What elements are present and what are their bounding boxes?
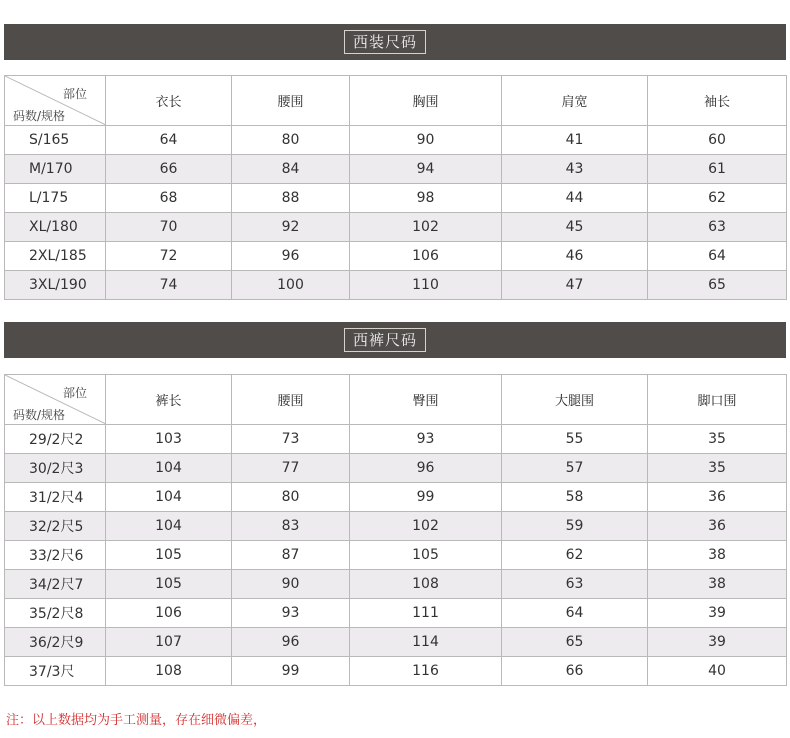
measurement-cell: 98 xyxy=(350,184,502,213)
measurement-note: 注：以上数据均为手工测量，存在细微偏差， xyxy=(6,713,267,728)
size-label-cell: 35/2尺8 xyxy=(5,599,106,628)
pants-size-banner xyxy=(4,322,786,358)
table-row xyxy=(5,155,787,184)
size-label-cell: 33/2尺6 xyxy=(5,541,106,570)
measurement-cell: 106 xyxy=(106,599,232,628)
size-label-cell: 36/2尺9 xyxy=(5,628,106,657)
measurement-cell: 96 xyxy=(232,628,350,657)
column-header: 大腿围 xyxy=(502,375,648,425)
corner-top-label: 部位 xyxy=(62,87,87,101)
header-row xyxy=(5,76,787,126)
measurement-cell: 88 xyxy=(232,184,350,213)
measurement-cell: 104 xyxy=(106,454,232,483)
measurement-cell: 99 xyxy=(232,657,350,686)
measurement-cell: 63 xyxy=(502,570,648,599)
measurement-cell: 102 xyxy=(350,213,502,242)
measurement-cell: 60 xyxy=(648,126,787,155)
measurement-cell: 45 xyxy=(502,213,648,242)
measurement-cell: 40 xyxy=(648,657,787,686)
measurement-cell: 84 xyxy=(232,155,350,184)
measurement-cell: 105 xyxy=(106,570,232,599)
measurement-cell: 108 xyxy=(106,657,232,686)
measurement-cell: 80 xyxy=(232,483,350,512)
size-label-cell: 32/2尺5 xyxy=(5,512,106,541)
measurement-cell: 111 xyxy=(350,599,502,628)
size-label-cell: 30/2尺3 xyxy=(5,454,106,483)
measurement-cell: 99 xyxy=(350,483,502,512)
measurement-cell: 87 xyxy=(232,541,350,570)
measurement-cell: 77 xyxy=(232,454,350,483)
table-row xyxy=(5,425,787,454)
size-label-cell: 31/2尺4 xyxy=(5,483,106,512)
size-label-cell: L/175 xyxy=(5,184,106,213)
column-header: 袖长 xyxy=(648,76,787,126)
measurement-cell: 73 xyxy=(232,425,350,454)
table-row xyxy=(5,184,787,213)
measurement-cell: 41 xyxy=(502,126,648,155)
size-label-cell: XL/180 xyxy=(5,213,106,242)
column-header: 衣长 xyxy=(106,76,232,126)
measurement-cell: 68 xyxy=(106,184,232,213)
table-row xyxy=(5,242,787,271)
suit-size-table xyxy=(4,75,787,300)
table-row xyxy=(5,454,787,483)
measurement-cell: 93 xyxy=(232,599,350,628)
column-header: 腰围 xyxy=(232,76,350,126)
measurement-cell: 103 xyxy=(106,425,232,454)
size-label-cell: 2XL/185 xyxy=(5,242,106,271)
suit-size-title: 西装尺码 xyxy=(344,30,426,54)
measurement-cell: 38 xyxy=(648,570,787,599)
header-row xyxy=(5,375,787,425)
table-row xyxy=(5,570,787,599)
measurement-cell: 90 xyxy=(232,570,350,599)
column-header: 胸围 xyxy=(350,76,502,126)
corner-bottom-label: 码数/规格 xyxy=(13,408,66,422)
corner-header xyxy=(5,375,106,425)
corner-top-label: 部位 xyxy=(62,386,87,400)
size-label-cell: 3XL/190 xyxy=(5,271,106,300)
measurement-cell: 58 xyxy=(502,483,648,512)
table-row xyxy=(5,599,787,628)
measurement-cell: 63 xyxy=(648,213,787,242)
measurement-cell: 66 xyxy=(502,657,648,686)
measurement-cell: 110 xyxy=(350,271,502,300)
measurement-cell: 114 xyxy=(350,628,502,657)
measurement-cell: 44 xyxy=(502,184,648,213)
measurement-cell: 62 xyxy=(648,184,787,213)
measurement-cell: 105 xyxy=(350,541,502,570)
measurement-cell: 105 xyxy=(106,541,232,570)
measurement-cell: 80 xyxy=(232,126,350,155)
size-label-cell: 37/3尺 xyxy=(5,657,106,686)
measurement-cell: 107 xyxy=(106,628,232,657)
measurement-cell: 74 xyxy=(106,271,232,300)
measurement-cell: 35 xyxy=(648,454,787,483)
measurement-cell: 102 xyxy=(350,512,502,541)
measurement-cell: 116 xyxy=(350,657,502,686)
measurement-cell: 70 xyxy=(106,213,232,242)
measurement-cell: 39 xyxy=(648,628,787,657)
measurement-cell: 100 xyxy=(232,271,350,300)
measurement-cell: 35 xyxy=(648,425,787,454)
measurement-cell: 65 xyxy=(648,271,787,300)
table-row xyxy=(5,657,787,686)
size-label-cell: 34/2尺7 xyxy=(5,570,106,599)
measurement-cell: 106 xyxy=(350,242,502,271)
measurement-cell: 90 xyxy=(350,126,502,155)
pants-size-table xyxy=(4,374,787,686)
measurement-cell: 65 xyxy=(502,628,648,657)
table-row xyxy=(5,512,787,541)
measurement-cell: 36 xyxy=(648,512,787,541)
suit-size-banner xyxy=(4,24,786,60)
column-header: 裤长 xyxy=(106,375,232,425)
table-row xyxy=(5,271,787,300)
column-header: 肩宽 xyxy=(502,76,648,126)
table-row xyxy=(5,483,787,512)
pants-size-title: 西裤尺码 xyxy=(344,328,426,352)
measurement-cell: 72 xyxy=(106,242,232,271)
table-row xyxy=(5,628,787,657)
size-label-cell: M/170 xyxy=(5,155,106,184)
table-row xyxy=(5,126,787,155)
measurement-cell: 36 xyxy=(648,483,787,512)
measurement-cell: 108 xyxy=(350,570,502,599)
measurement-cell: 57 xyxy=(502,454,648,483)
measurement-cell: 47 xyxy=(502,271,648,300)
measurement-cell: 94 xyxy=(350,155,502,184)
table-row xyxy=(5,541,787,570)
table-row xyxy=(5,213,787,242)
measurement-cell: 39 xyxy=(648,599,787,628)
measurement-cell: 96 xyxy=(232,242,350,271)
size-label-cell: 29/2尺2 xyxy=(5,425,106,454)
measurement-cell: 104 xyxy=(106,512,232,541)
corner-header xyxy=(5,76,106,126)
measurement-cell: 66 xyxy=(106,155,232,184)
corner-bottom-label: 码数/规格 xyxy=(13,109,66,123)
column-header: 臀围 xyxy=(350,375,502,425)
measurement-cell: 59 xyxy=(502,512,648,541)
column-header: 脚口围 xyxy=(648,375,787,425)
measurement-cell: 96 xyxy=(350,454,502,483)
measurement-cell: 104 xyxy=(106,483,232,512)
measurement-cell: 64 xyxy=(502,599,648,628)
measurement-cell: 83 xyxy=(232,512,350,541)
measurement-cell: 55 xyxy=(502,425,648,454)
measurement-cell: 43 xyxy=(502,155,648,184)
measurement-cell: 92 xyxy=(232,213,350,242)
size-label-cell: S/165 xyxy=(5,126,106,155)
measurement-cell: 46 xyxy=(502,242,648,271)
measurement-cell: 64 xyxy=(648,242,787,271)
measurement-cell: 93 xyxy=(350,425,502,454)
column-header: 腰围 xyxy=(232,375,350,425)
measurement-cell: 61 xyxy=(648,155,787,184)
measurement-cell: 64 xyxy=(106,126,232,155)
measurement-cell: 62 xyxy=(502,541,648,570)
measurement-cell: 38 xyxy=(648,541,787,570)
